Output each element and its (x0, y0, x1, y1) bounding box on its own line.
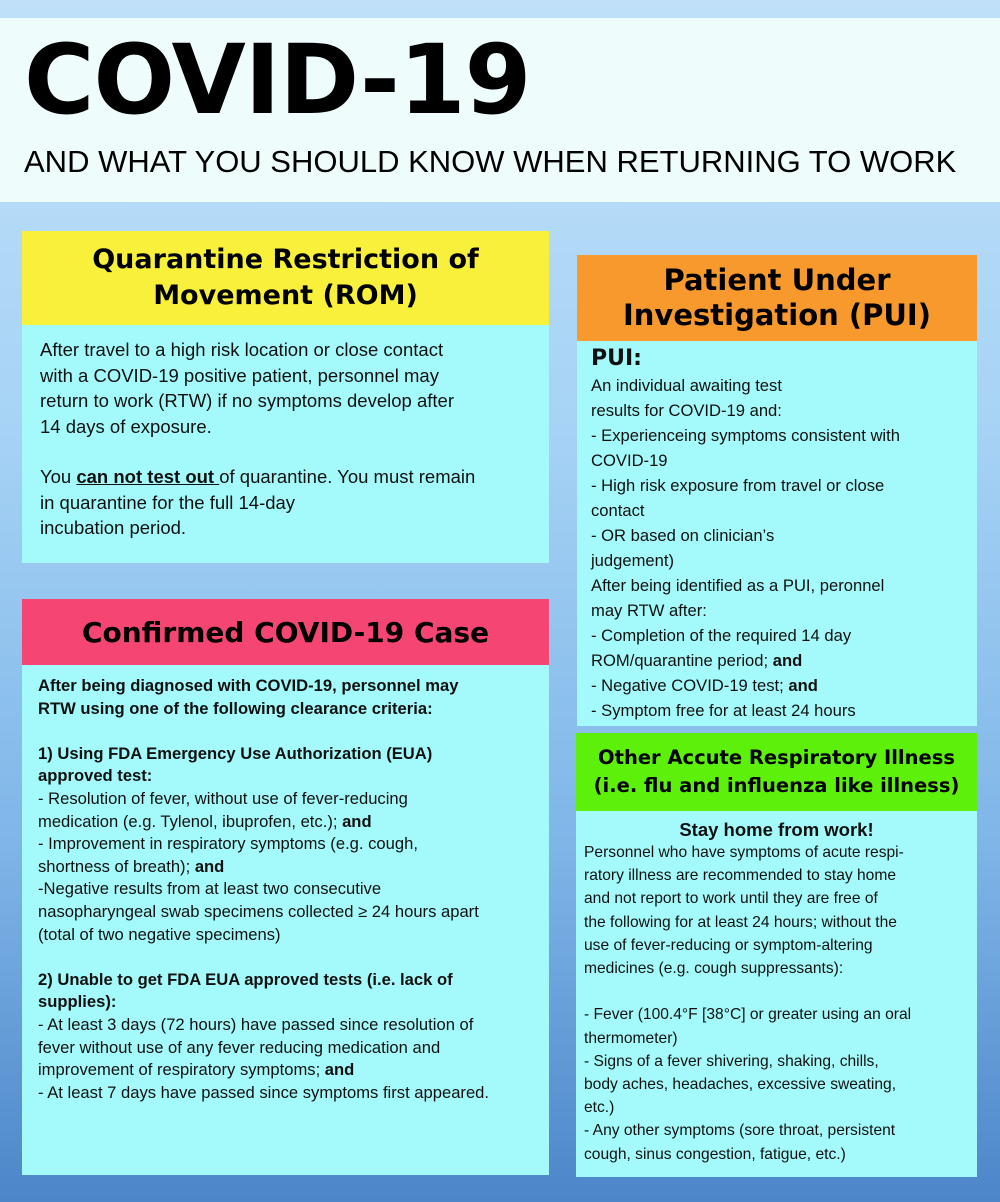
ari-heading: Other Accute Respiratory Illness (i.e. flu and influenza like illness) (576, 733, 977, 811)
option-2-title: 2) Unable to get FDA EUA approved tests (i.e. lack of supplies): (38, 969, 453, 1012)
rom-body (22, 325, 549, 563)
page-title: COVID-19 (24, 24, 531, 136)
option-2-bullet-1: - At least 3 days (72 hours) have passed since resolution of fever without use of any fever reducing medication and improvement of respiratory symptoms; (38, 1014, 474, 1080)
pui-criterion-1: - Completion of the required 14 day ROM/quarantine period; (591, 626, 852, 670)
confirmed-heading: Confirmed COVID-19 Case (22, 599, 549, 665)
and-label: and (194, 856, 225, 876)
confirmed-body (22, 665, 549, 1175)
rom-section (22, 231, 549, 563)
pui-criterion-3: - Symptom free for at least 24 hours (591, 701, 856, 720)
pui-body (577, 341, 977, 726)
and-label: and (342, 811, 372, 831)
and-label: and (772, 651, 803, 670)
rom-p2-emphasis: can not test out (76, 466, 220, 487)
rom-p2-pre: You (40, 466, 77, 487)
pui-label: PUI: (591, 346, 642, 371)
rom-paragraph-2 (40, 464, 531, 541)
option-1-bullet-2: - Improvement in respiratory symptoms (e.g. cough, shortness of breath); (38, 834, 418, 876)
page-subtitle: AND WHAT YOU SHOULD KNOW WHEN RETURNING TO WORK (24, 144, 957, 179)
ari-section (576, 733, 977, 1177)
pui-criterion-2: - Negative COVID-19 test; (591, 676, 789, 695)
confirmed-intro: After being diagnosed with COVID-19, personnel may RTW using one of the following clearance criteria: (38, 676, 459, 718)
rom-paragraph-1: After travel to a high risk location or close contact with a COVID-19 positive patient, personnel may return to work (RTW) if no symptoms develop after 14 days of exposure. (40, 339, 454, 437)
confirmed-section (22, 599, 549, 1175)
and-label: and (788, 676, 818, 695)
option-1-title: 1) Using FDA Emergency Use Authorization (EUA) approved test: (38, 743, 433, 786)
rom-heading: Quarantine Restriction of Movement (ROM) (22, 231, 549, 325)
ari-body (576, 811, 977, 1177)
and-label: and (324, 1060, 355, 1080)
stay-home-heading: Stay home from work! (679, 819, 874, 840)
pui-heading: Patient Under Investigation (PUI) (577, 255, 977, 341)
option-1-bullet-3: -Negative results from at least two consecutive nasopharyngeal swab specimens collected ≥ 24 hours apart (total of two negative specimens) (38, 879, 479, 944)
option-1-bullet-1: - Resolution of fever, without use of fever-reducing medication (e.g. Tylenol, ibuprofen, etc.); (38, 788, 408, 831)
option-2-bullet-2: - At least 7 days have passed since symptoms first appeared. (38, 1082, 490, 1102)
ari-text: Personnel who have symptoms of acute respi- ratory illness are recommended to stay home and not report to work until they are free of the following for at least 24 hours; without the use of fever-reducing or symptom-altering medicines (e.g. cough suppressants): - Fever (100.4°F [38°C] or greater using an oral thermometer) - Signs of a fever shivering, shaking, chills, body aches, headaches, excessive sweating, etc.) - Any other symptoms (sore throat, persistent cough, sinus congestion, fatigue, etc.) (584, 844, 912, 1163)
rom-p2-post: of quarantine. You must remain in quarantine for the full 14-day incubation period. (40, 466, 476, 538)
pui-section (577, 255, 977, 726)
pui-definition: An individual awaiting test results for COVID-19 and: - Experienceing symptoms consistent with COVID-19 - High risk exposure from travel or close contact - OR based on clinician’s judgement) After being identified as a PUI, peronnel may RTW after: (591, 376, 900, 620)
header-banner (0, 18, 1000, 202)
